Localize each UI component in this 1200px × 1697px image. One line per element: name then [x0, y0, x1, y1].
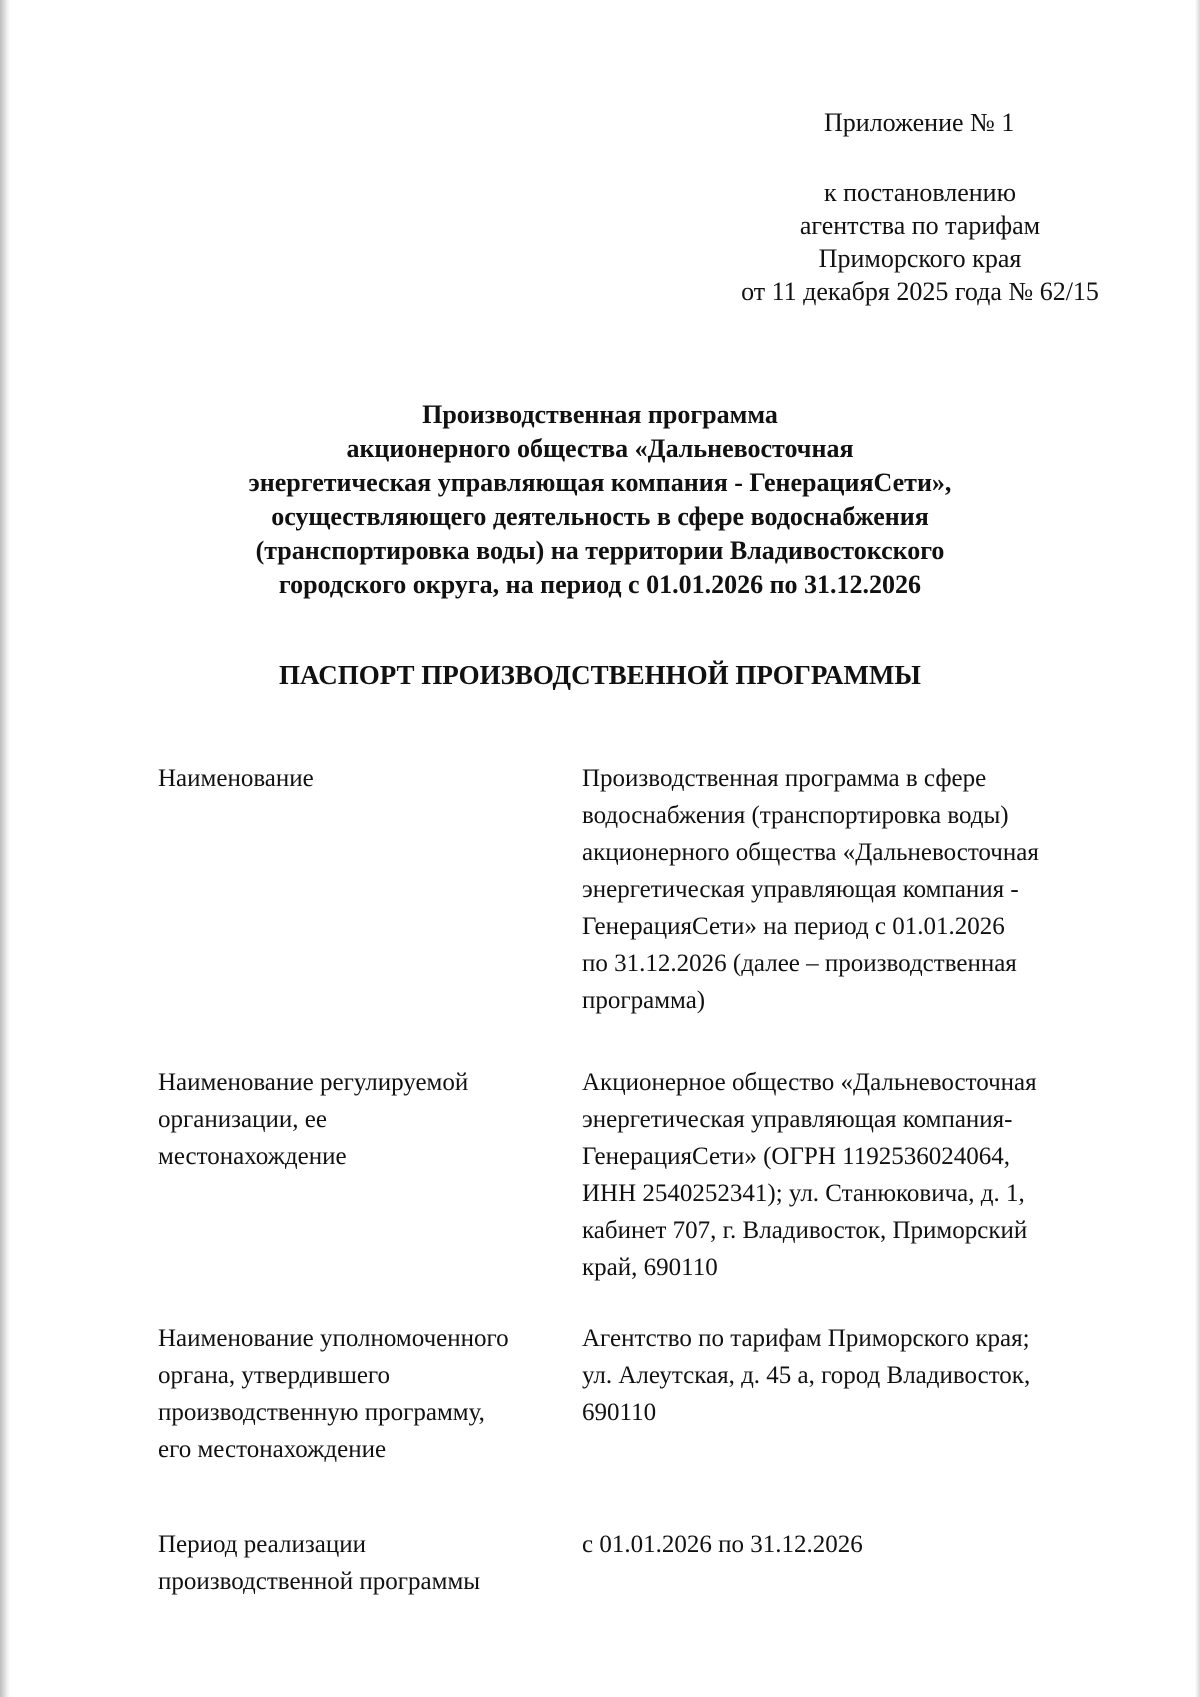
- passport-row-value: [582, 1526, 1112, 1563]
- annex-ref-line: от 11 декабря 2025 года № 62/15: [741, 277, 1099, 306]
- label-line: Наименование уполномоченного: [158, 1325, 509, 1352]
- passport-row-label: [158, 1320, 558, 1468]
- scan-edge-left: [0, 0, 10, 1697]
- passport-heading: ПАСПОРТ ПРОИЗВОДСТВЕННОЙ ПРОГРАММЫ: [279, 660, 921, 690]
- value-line: Производственная программа в сфере: [582, 765, 987, 792]
- value-line: программа): [582, 987, 706, 1014]
- value-line: Агентство по тарифам Приморского края;: [582, 1325, 1030, 1352]
- passport-row-label: [158, 760, 558, 797]
- passport-row-value: [582, 1064, 1112, 1286]
- label-line: организации, ее: [158, 1106, 327, 1133]
- value-line: 690110: [582, 1399, 657, 1426]
- program-title-line: городского округа, на период с 01.01.2026 по 31.12.2026: [278, 570, 922, 599]
- scan-edge-right: [1195, 0, 1200, 1697]
- annex-ref-line: агентства по тарифам: [799, 211, 1041, 240]
- value-line: акционерного общества «Дальневосточная: [582, 839, 1039, 866]
- program-title-line: осуществляющего деятельность в сфере водоснабжения: [271, 502, 929, 531]
- value-line: водоснабжения (транспортировка воды): [582, 802, 1009, 829]
- passport-row-label: [158, 1526, 558, 1600]
- label-line: органа, утвердившего: [158, 1362, 391, 1389]
- value-line: ИНН 2540252341); ул. Станюковича, д. 1,: [582, 1180, 1025, 1207]
- value-line: ул. Алеутская, д. 45 а, город Владивосток,: [582, 1362, 1031, 1389]
- value-line: энергетическая управляющая компания -: [582, 876, 1019, 903]
- annex-title: Приложение № 1: [824, 108, 1015, 137]
- value-line: энергетическая управляющая компания-: [582, 1106, 1013, 1133]
- passport-row-value: [582, 760, 1112, 1019]
- annex-ref-line: Приморского края: [818, 244, 1022, 273]
- program-title-line: акционерного общества «Дальневосточная: [346, 434, 854, 463]
- program-title-line: Производственная программа: [422, 400, 778, 429]
- value-line: край, 690110: [582, 1254, 718, 1281]
- value-line: кабинет 707, г. Владивосток, Приморский: [582, 1217, 1028, 1244]
- value-line: ГенерацияСети» (ОГРН 1192536024064,: [582, 1143, 1010, 1170]
- program-title-line: энергетическая управляющая компания - ГенерацияСети»,: [248, 468, 952, 497]
- label-line: Наименование: [158, 765, 314, 792]
- label-line: производственную программу,: [158, 1399, 485, 1426]
- label-line: местонахождение: [158, 1143, 347, 1170]
- annex-ref-line: к постановлению: [823, 178, 1017, 207]
- value-line: по 31.12.2026 (далее – производственная: [582, 950, 1017, 977]
- label-line: его местонахождение: [158, 1436, 387, 1463]
- value-line: с 01.01.2026 по 31.12.2026: [582, 1531, 863, 1558]
- passport-row-label: [158, 1064, 558, 1175]
- label-line: Период реализации: [158, 1531, 366, 1558]
- passport-row-value: [582, 1320, 1112, 1431]
- value-line: ГенерацияСети» на период с 01.01.2026: [582, 913, 1005, 940]
- value-line: Акционерное общество «Дальневосточная: [582, 1069, 1037, 1096]
- annex-reference: [720, 176, 1120, 308]
- label-line: производственной программы: [158, 1568, 481, 1595]
- program-title: [200, 398, 1000, 602]
- label-line: Наименование регулируемой: [158, 1069, 469, 1096]
- program-title-line: (транспортировка воды) на территории Владивостокского: [255, 536, 945, 565]
